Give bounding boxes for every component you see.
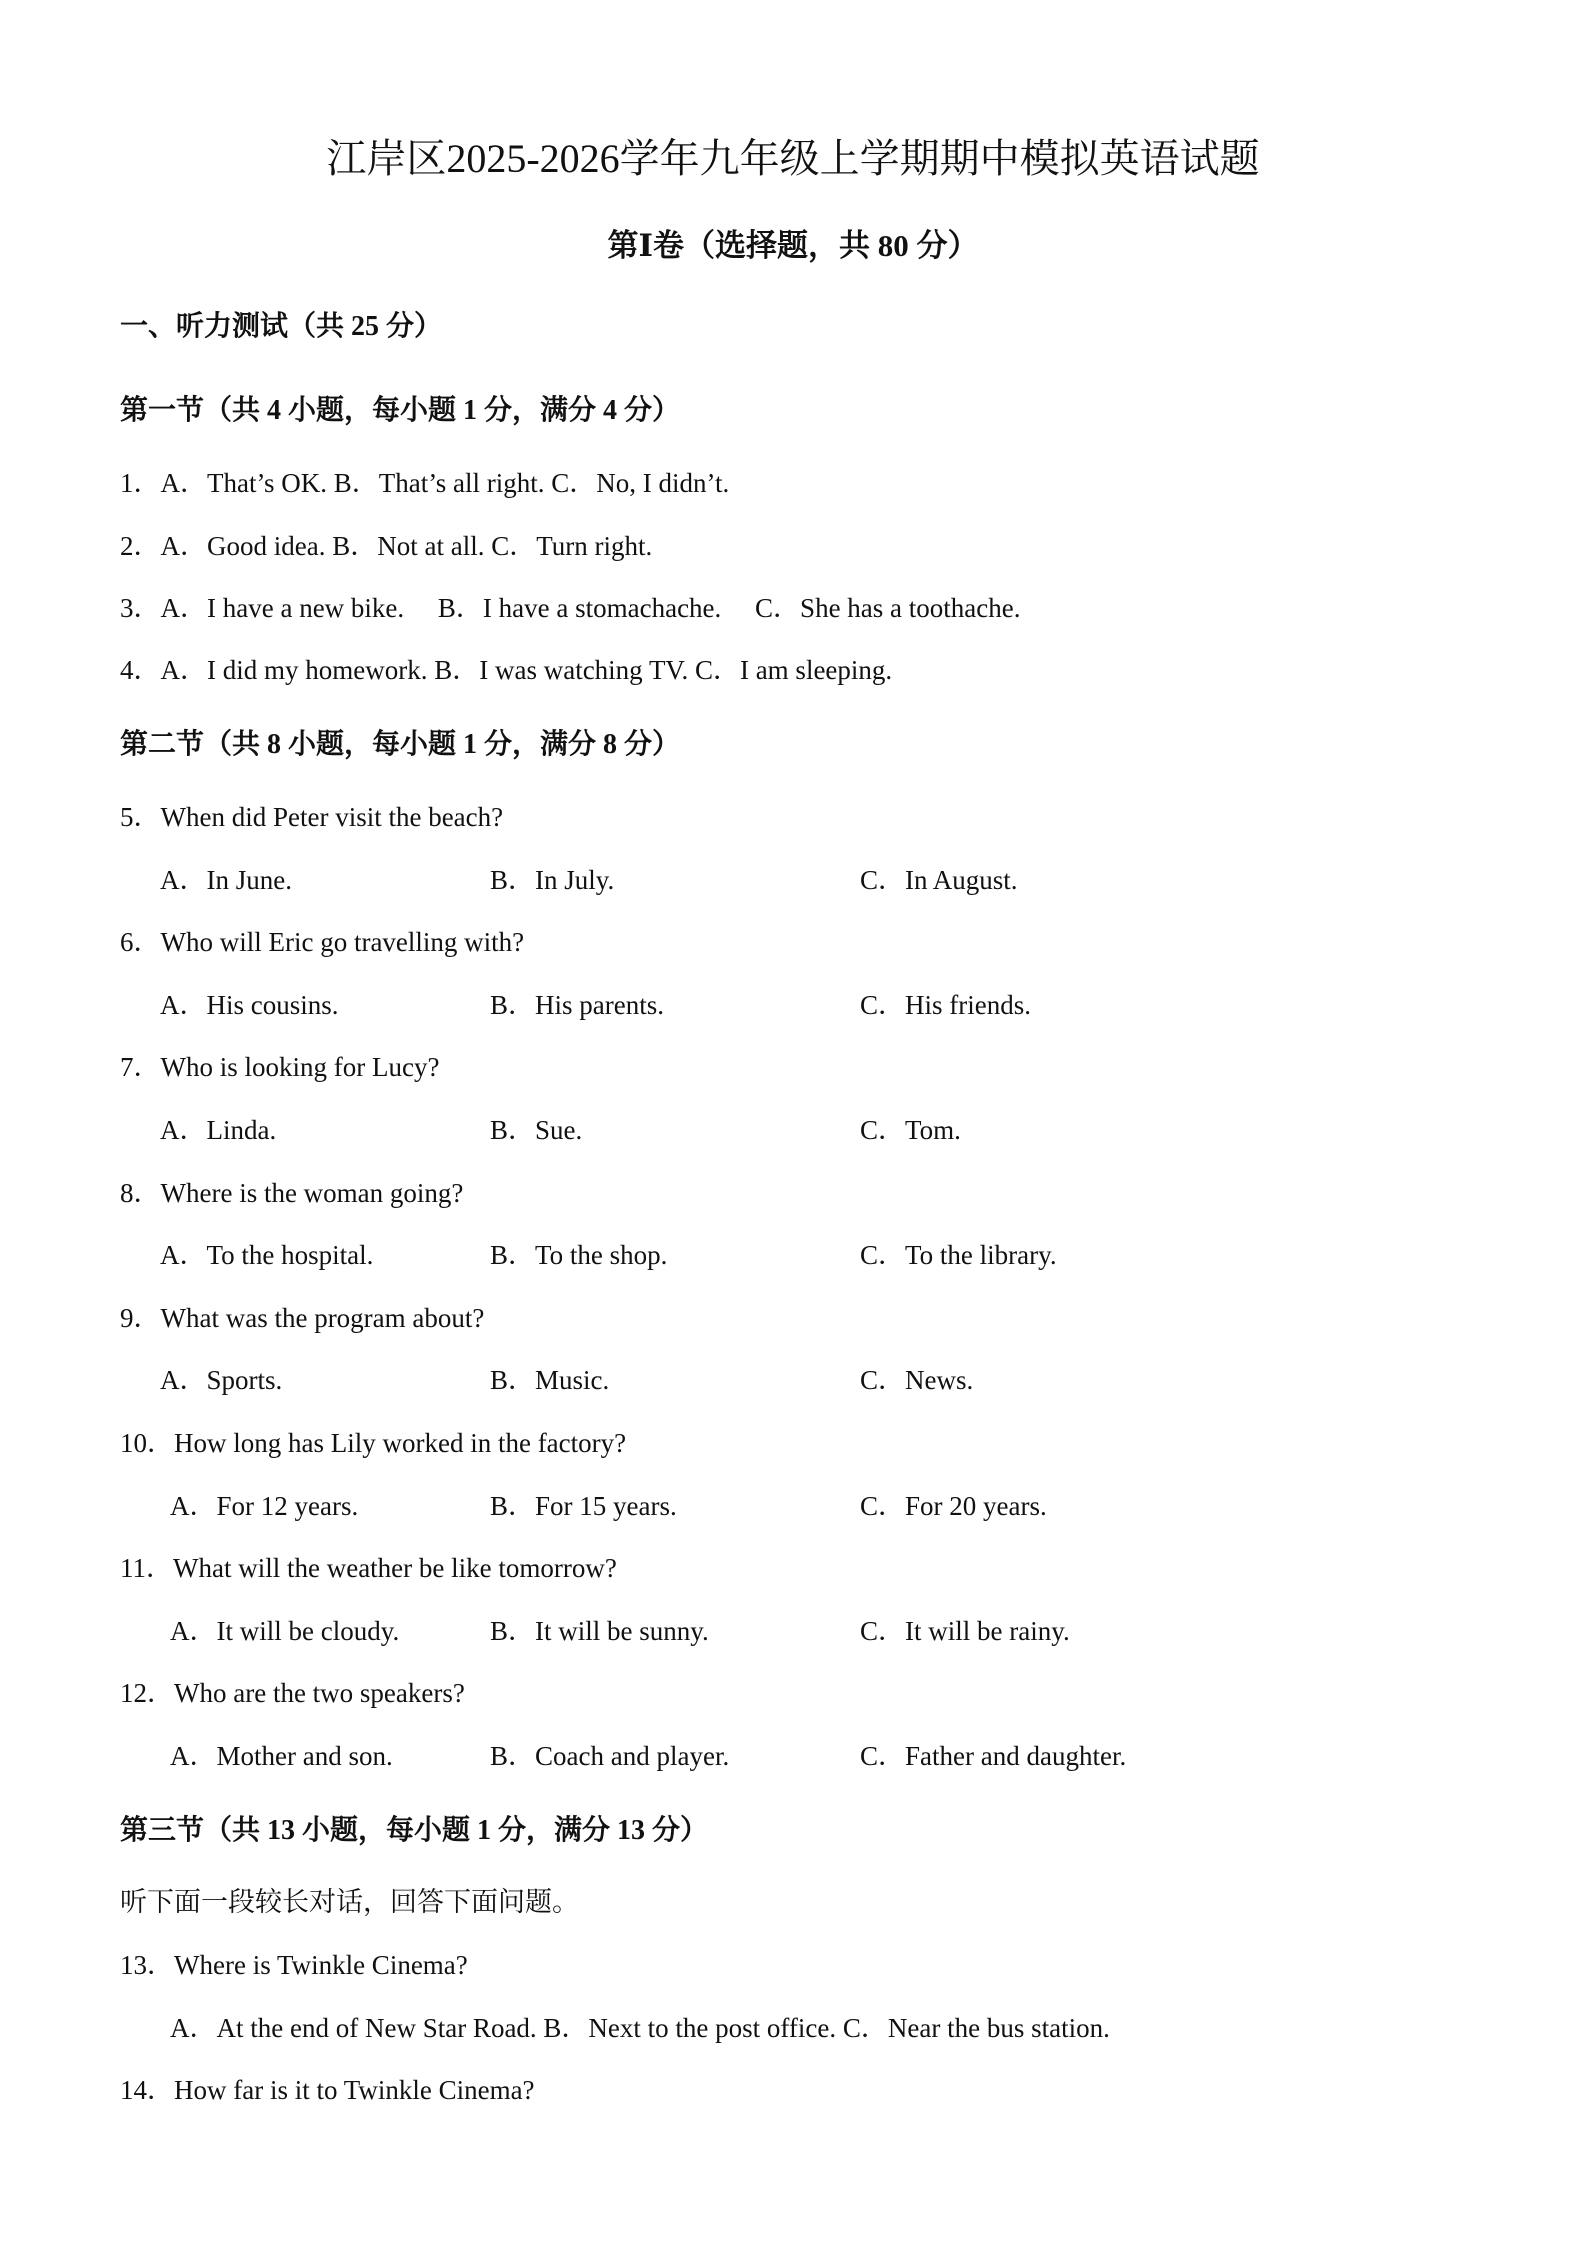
section3-heading: 第三节（共 13 小题，每小题 1 分，满分 13 分） bbox=[120, 1815, 709, 1846]
page-subtitle: 第Ⅰ卷（选择题，共 80 分） bbox=[607, 228, 979, 263]
option-a: A．His cousins. bbox=[160, 990, 339, 1020]
option-c: C．Father and daughter. bbox=[860, 1741, 1127, 1771]
option-b: B．Coach and player. bbox=[490, 1741, 730, 1771]
question-2: 2．A．Good idea. B．Not at all. C．Turn right. bbox=[120, 531, 653, 561]
option-b: B．Music. bbox=[490, 1365, 610, 1395]
question-14: 14．How far is it to Twinkle Cinema? bbox=[120, 2075, 535, 2105]
page-title: 江岸区2025-2026学年九年级上学期期中模拟英语试题 bbox=[326, 136, 1260, 181]
question-12: 12．Who are the two speakers? bbox=[120, 1678, 465, 1708]
option-b: B．It will be sunny. bbox=[490, 1616, 709, 1646]
question-1: 1．A．That’s OK. B．That’s all right. C．No, I didn’t. bbox=[120, 468, 730, 498]
question-8: 8．Where is the woman going? bbox=[120, 1178, 464, 1208]
question-13: 13．Where is Twinkle Cinema? bbox=[120, 1950, 468, 1980]
option-c: C．Tom. bbox=[860, 1115, 961, 1145]
section1-heading: 第一节（共 4 小题，每小题 1 分，满分 4 分） bbox=[120, 395, 681, 426]
option-a: A．To the hospital. bbox=[160, 1240, 374, 1270]
option-c: C．It will be rainy. bbox=[860, 1616, 1070, 1646]
option-a: A．Linda. bbox=[160, 1115, 277, 1145]
section2-heading: 第二节（共 8 小题，每小题 1 分，满分 8 分） bbox=[120, 729, 681, 760]
option-c: C．His friends. bbox=[860, 990, 1031, 1020]
option-c: C．In August. bbox=[860, 865, 1018, 895]
option-c: C．News. bbox=[860, 1365, 974, 1395]
question-6: 6．Who will Eric go travelling with? bbox=[120, 927, 525, 957]
option-b: B．To the shop. bbox=[490, 1240, 668, 1270]
option-a: A．In June. bbox=[160, 865, 292, 895]
question-11: 11．What will the weather be like tomorrow? bbox=[120, 1553, 617, 1583]
option-b: B．Sue. bbox=[490, 1115, 583, 1145]
option-b: B．For 15 years. bbox=[490, 1491, 677, 1521]
option-a: A．It will be cloudy. bbox=[170, 1616, 400, 1646]
question-7: 7．Who is looking for Lucy? bbox=[120, 1052, 440, 1082]
question-5: 5．When did Peter visit the beach? bbox=[120, 802, 504, 832]
question-3: 3．A．I have a new bike. B．I have a stomachache. C．She has a toothache. bbox=[120, 593, 1021, 623]
question-13-options: A．At the end of New Star Road. B．Next to the post office. C．Near the bus station. bbox=[170, 2013, 1110, 2043]
option-a: A．Mother and son. bbox=[170, 1741, 393, 1771]
question-4: 4．A．I did my homework. B．I was watching TV. C．I am sleeping. bbox=[120, 655, 893, 685]
section3-instruction: 听下面一段较长对话，回答下面问题。 bbox=[120, 1887, 579, 1917]
option-b: B．In July. bbox=[490, 865, 615, 895]
question-9: 9．What was the program about? bbox=[120, 1303, 485, 1333]
part-heading: 一、听力测试（共 25 分） bbox=[120, 311, 443, 342]
option-b: B．His parents. bbox=[490, 990, 664, 1020]
option-c: C．To the library. bbox=[860, 1240, 1057, 1270]
option-a: A．Sports. bbox=[160, 1365, 283, 1395]
option-c: C．For 20 years. bbox=[860, 1491, 1047, 1521]
option-a: A．For 12 years. bbox=[170, 1491, 359, 1521]
question-10: 10．How long has Lily worked in the factory? bbox=[120, 1428, 627, 1458]
